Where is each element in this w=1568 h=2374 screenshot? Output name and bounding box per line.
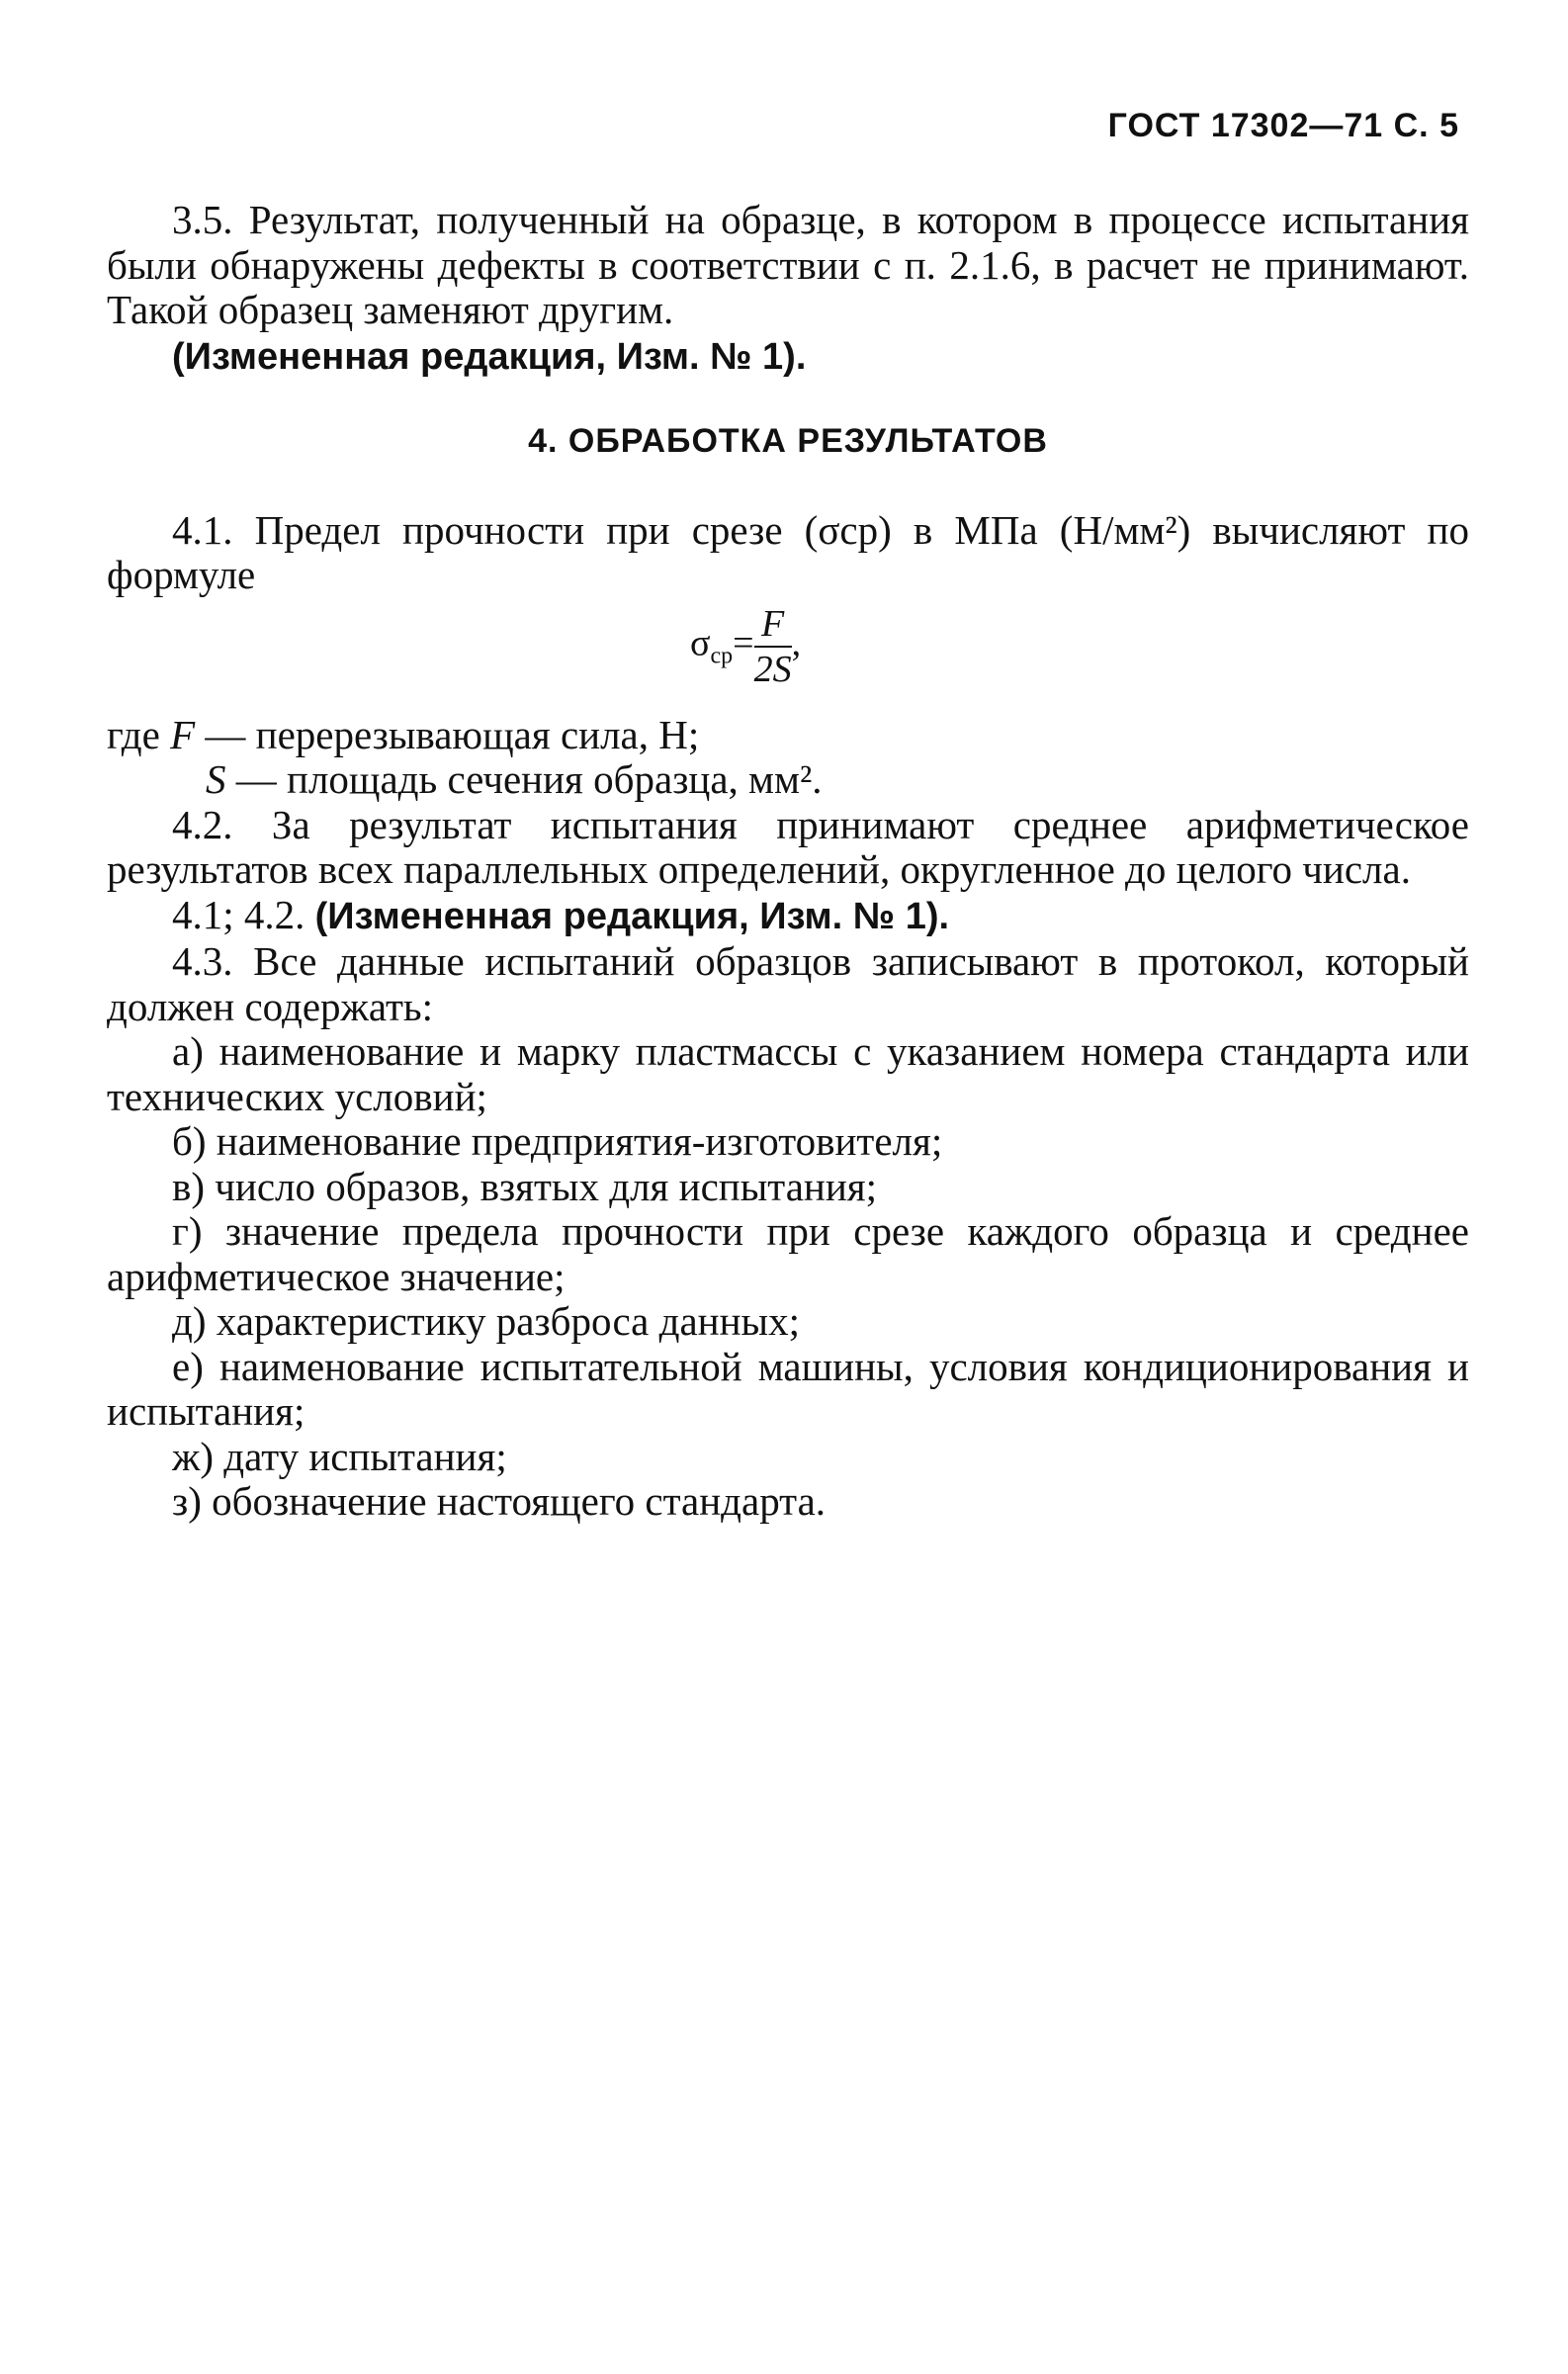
list-item: д) характеристику разброса данных; (172, 1298, 800, 1344)
definition-F-text: — перерезывающая сила, Н; (205, 711, 700, 757)
running-header: ГОСТ 17302—71 С. 5 (1107, 107, 1459, 144)
section-heading: 4. ОБРАБОТКА РЕЗУЛЬТАТОВ (528, 422, 1048, 460)
definition-S-text: — площадь сечения образца, мм². (235, 756, 823, 802)
formula-comma: , (791, 622, 802, 664)
list-item: в) число образов, взятых для испытания; (172, 1163, 878, 1209)
amendment-note-4-1-4-2 (107, 893, 1469, 940)
amendment-note-text-2: (Измененная редакция, Изм. № 1). (314, 895, 950, 937)
definition-S-var: S (206, 756, 226, 802)
list-item: ж) дату испытания; (172, 1433, 507, 1479)
shear-strength-formula (690, 602, 801, 691)
formula-fraction (754, 602, 792, 691)
formula-sigma: σ (690, 622, 711, 664)
definition-F (107, 713, 1469, 758)
paragraph-4-1: 4.1. Предел прочности при срезе (σср) в МПа (Н/мм²) вычисляют по формуле (107, 506, 1469, 597)
list-item: а) наименование и марку пластмассы с указанием номера стандарта или технических условий; (107, 1028, 1469, 1119)
formula-equals: = (733, 622, 754, 664)
definition-where: где (107, 711, 160, 757)
formula-denominator: 2S (753, 648, 792, 690)
formula-subscript: ср (710, 643, 734, 669)
paragraph-3-5: 3.5. Результат, полученный на образце, в котором в процессе испытания были обнаружены дефекты в соответствии с п. 2.1.6, в расчет не принимают. Такой образец заменяют другим. (107, 197, 1469, 332)
formula-numerator: F (754, 602, 792, 648)
amendment-prefix: 4.1; 4.2. (172, 891, 305, 937)
paragraph-4-2: 4.2. За результат испытания принимают среднее арифметическое результатов всех параллельных определений, округленное до целого числа. (107, 801, 1469, 892)
list-item: з) обозначение настоящего стандарта. (172, 1478, 827, 1524)
list-item: е) наименование испытательной машины, условия кондиционирования и испытания; (107, 1343, 1469, 1434)
amendment-note-3-5 (107, 333, 1469, 381)
definition-S (107, 757, 1469, 803)
formula-block (107, 602, 1469, 711)
amendment-note-text: (Измененная редакция, Изм. № 1). (172, 335, 807, 378)
list-item: б) наименование предприятия-изготовителя; (172, 1118, 943, 1164)
document-body (107, 198, 1469, 1525)
list-item: г) значение предела прочности при срезе каждого образца и среднее арифметическое значение; (107, 1208, 1469, 1299)
definition-F-var: F (170, 711, 196, 757)
paragraph-4-3: 4.3. Все данные испытаний образцов записывают в протокол, который должен содержать: (107, 938, 1469, 1029)
